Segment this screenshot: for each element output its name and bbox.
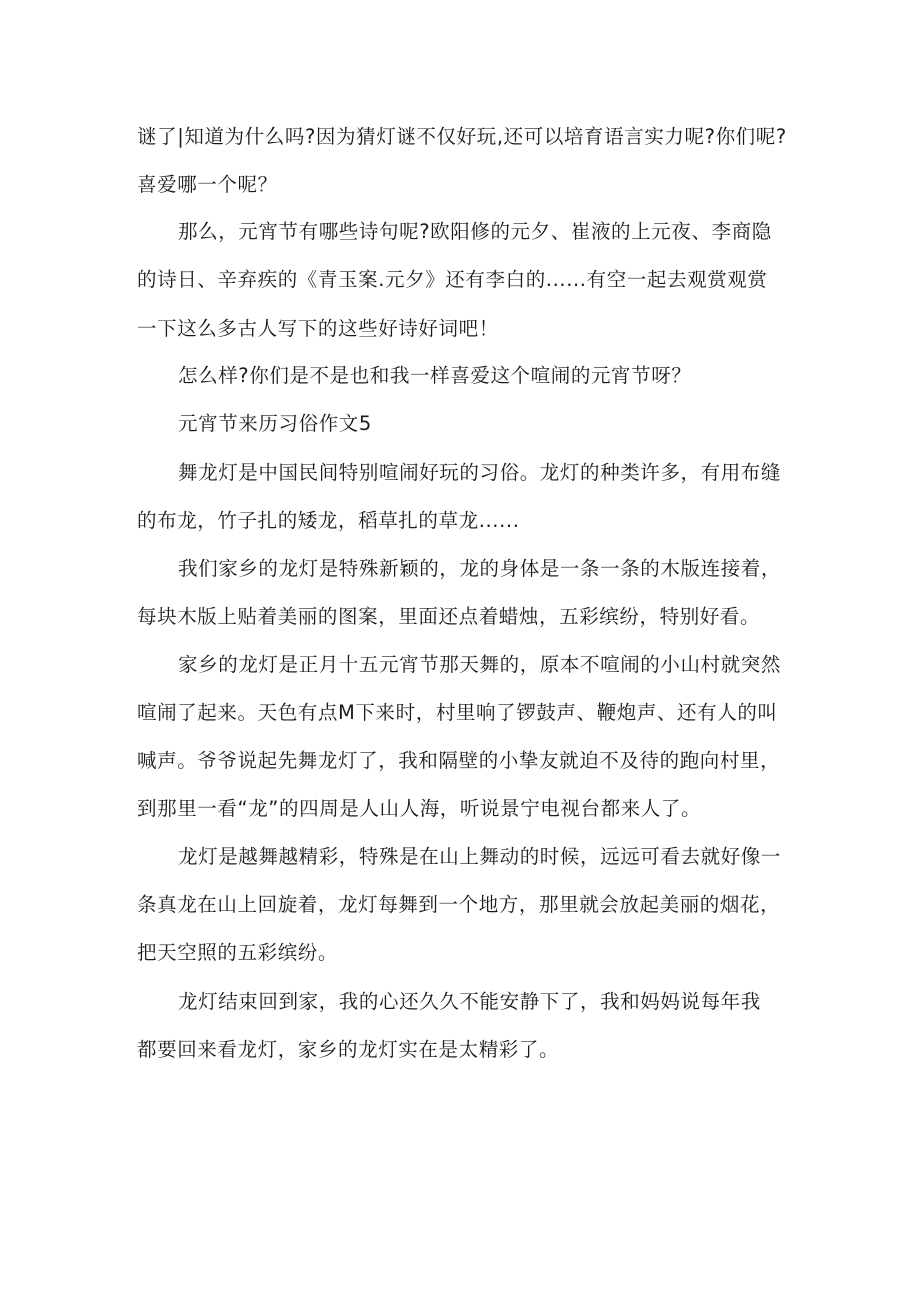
- text-line: 都要回来看龙灯，家乡的龙灯实在是太精彩了。: [137, 1038, 560, 1061]
- paragraph-line: 舞龙灯是中国民间特别喧闹好玩的习俗。龙灯的种类许多，有用布缝: [178, 461, 782, 484]
- paragraph-line: 那么，元宵节有哪些诗句呢?欧阳修的元夕、崔液的上元夜、李商隐: [178, 220, 772, 243]
- text-line: 每块木版上贴着美丽的图案，里面还点着蜡烛，五彩缤纷，特别好看。: [137, 605, 761, 628]
- paragraph-line: 怎么样?你们是不是也和我一样喜爱这个喧闹的元宵节呀？: [178, 364, 692, 387]
- paragraph-line: 我们家乡的龙灯是特殊新颖的，龙的身体是一条一条的木版连接着，: [178, 557, 782, 580]
- text-line: 的布龙，竹子扎的矮龙，稻草扎的草龙......: [137, 509, 520, 532]
- paragraph-line: 龙灯结束回到家，我的心还久久不能安静下了，我和妈妈说每年我: [178, 990, 761, 1013]
- section-heading: 元宵节来历习俗作文5: [178, 412, 372, 435]
- text-line: 喧闹了起来。天色有点M下来时，村里响了锣鼓声、鞭炮声、还有人的叫: [137, 701, 778, 724]
- text-line: 一下这么多古人写下的这些好诗好词吧！: [137, 317, 499, 340]
- text-line: 喜爱哪一个呢？: [137, 173, 278, 196]
- paragraph-line: 龙灯是越舞越精彩，特殊是在山上舞动的时候，远远可看去就好像一: [178, 845, 782, 868]
- text-line: 谜了|知道为什么吗?因为猜灯谜不仅好玩,还可以培育语言实力呢?你们呢?: [137, 125, 787, 148]
- text-line: 条真龙在山上回旋着，龙灯每舞到一个地方，那里就会放起美丽的烟花，: [137, 893, 781, 916]
- paragraph-line: 家乡的龙灯是正月十五元宵节那天舞的，原本不喧闹的小山村就突然: [178, 653, 782, 676]
- text-line: 的诗日、辛弃疾的《青玉案.元夕》还有李白的......有空一起去观赏观赏: [137, 268, 768, 291]
- text-line: 到那里一看“龙”的四周是人山人海，听说景宁电视台都来人了。: [137, 797, 702, 820]
- text-line: 喊声。爷爷说起先舞龙灯了，我和隔壁的小挚友就迫不及待的跑向村里，: [137, 749, 781, 772]
- text-line: 把天空照的五彩缤纷。: [137, 941, 339, 964]
